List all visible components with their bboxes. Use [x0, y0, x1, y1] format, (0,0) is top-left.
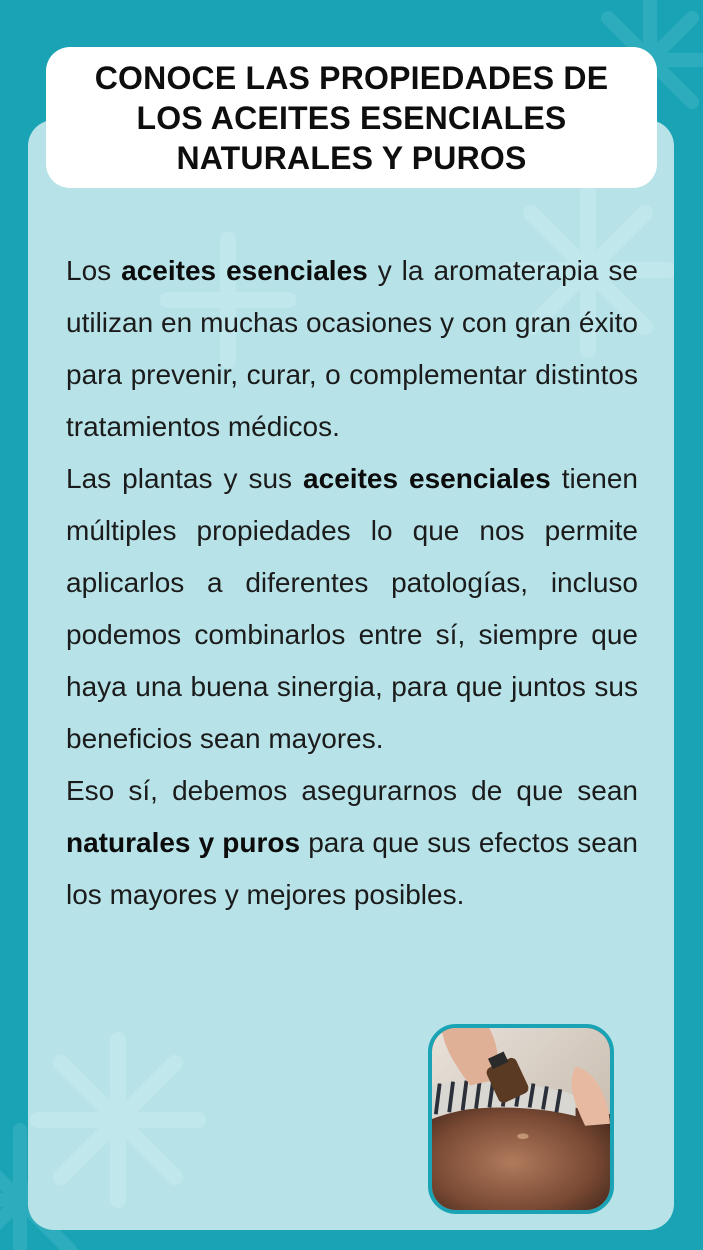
text-segment: Eso sí, debemos asegurarnos de que sean: [66, 775, 638, 806]
text-segment: y la aromaterapia se utilizan en muchas ocasiones y con gran éxito para prevenir, curar, o complementar distintos tratamientos médicos.: [66, 255, 638, 442]
bold-text: aceites esenciales: [121, 255, 368, 286]
page-title: CONOCE LAS PROPIEDADES DE LOS ACEITES ESENCIALES NATURALES Y PUROS: [94, 59, 609, 176]
paragraph: [66, 453, 638, 765]
body-text: [66, 245, 638, 921]
paragraph: [66, 245, 638, 453]
bold-text: aceites esenciales: [303, 463, 551, 494]
bold-text: naturales y puros: [66, 827, 301, 858]
text-segment: para que sus efectos sean los mayores y mejores posibles.: [66, 827, 639, 910]
massage-photo: [428, 1024, 614, 1214]
title-box: [46, 47, 657, 188]
text-segment: Las plantas y sus: [66, 463, 304, 494]
paragraph: [66, 765, 638, 921]
text-segment: Los: [66, 255, 122, 286]
text-segment: tienen múltiples propiedades lo que nos permite aplicarlos a diferentes patologías, incluso podemos combinarlos entre sí, siempre que haya una buena sinergia, para que juntos sus beneficios sean mayores.: [66, 463, 639, 754]
